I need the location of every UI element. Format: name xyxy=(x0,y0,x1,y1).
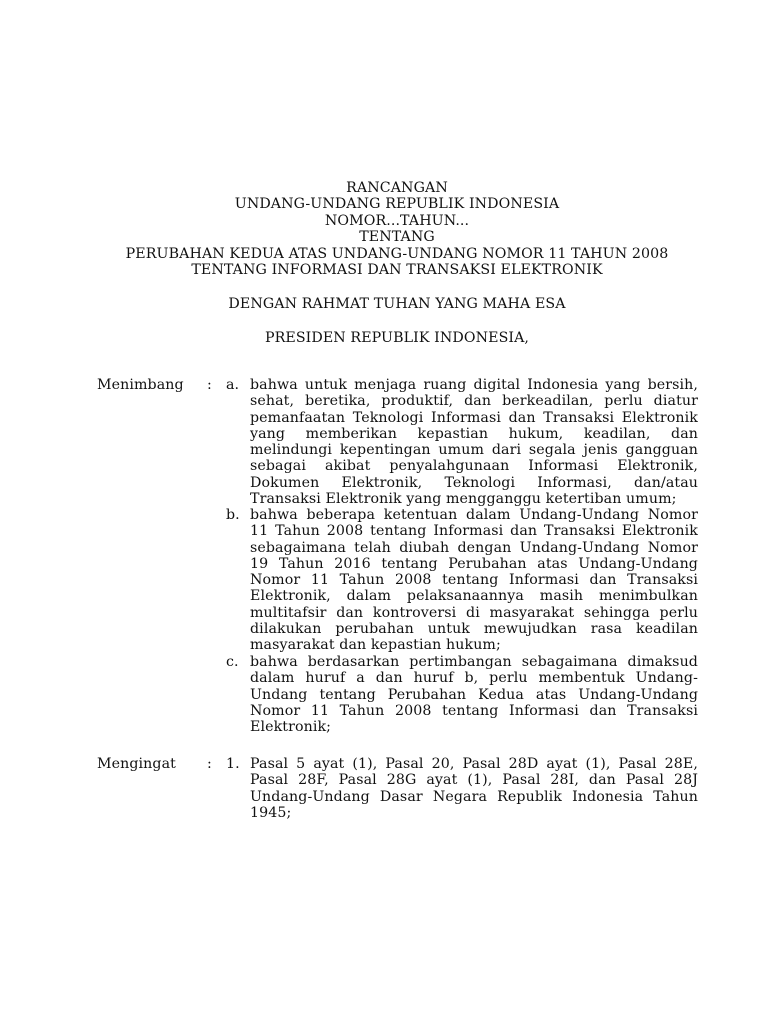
text-line: bahwa berdasarkan pertimbangan sebagaimana dimaksud xyxy=(250,654,698,670)
text-line: yang memberikan kepastian hukum, keadilan, dan xyxy=(250,425,698,442)
item-marker: c. xyxy=(226,654,239,670)
item-marker: 1. xyxy=(226,756,240,772)
text-line: melindungi kepentingan umum dari segala jenis gangguan xyxy=(250,442,698,459)
text-line: masyarakat dan kepastian hukum; xyxy=(250,637,501,654)
text-line: Elektronik; xyxy=(250,719,332,736)
text-line: 19 Tahun 2016 tentang Perubahan atas Undang-Undang xyxy=(250,555,698,572)
text-line: bahwa untuk menjaga ruang digital Indonesia yang bersih, xyxy=(250,377,698,393)
text-line: Dokumen Elektronik, Teknologi Informasi, dan/atau xyxy=(250,474,698,491)
header-subject-cont: TENTANG INFORMASI DAN TRANSAKSI ELEKTRONIK xyxy=(191,262,603,279)
header-number: NOMOR...TAHUN... xyxy=(324,212,470,229)
text-line: 11 Tahun 2008 tentang Informasi dan Transaksi Elektronik xyxy=(250,523,698,540)
text-line: dilakukan perubahan untuk mewujudkan rasa keadilan xyxy=(250,621,698,638)
text-line: Transaksi Elektronik yang mengganggu ketertiban umum; xyxy=(250,491,677,508)
item-body xyxy=(250,654,698,735)
item-marker: b. xyxy=(226,507,240,523)
menimbang-colon: : xyxy=(207,377,212,393)
header-law-type: UNDANG-UNDANG REPUBLIK INDONESIA xyxy=(234,196,560,213)
item-body xyxy=(250,756,698,821)
item-marker: a. xyxy=(226,377,240,393)
text-line: bahwa beberapa ketentuan dalam Undang-Undang Nomor xyxy=(250,507,698,523)
mengingat-label: Mengingat xyxy=(97,756,176,772)
header-rancangan: RANCANGAN xyxy=(346,180,448,196)
text-line: multitafsir dan kontroversi di masyarakat sehingga perlu xyxy=(250,604,698,621)
text-line: Pasal 28F, Pasal 28G ayat (1), Pasal 28I, dan Pasal 28J xyxy=(250,772,698,789)
item-body xyxy=(250,507,698,654)
text-line: sehat, beretika, produktif, dan berkeadilan, perlu diatur xyxy=(250,393,698,410)
menimbang-label: Menimbang xyxy=(97,377,184,393)
text-line: sebagai akibat penyalahgunaan Informasi Elektronik, xyxy=(250,458,698,475)
header-tentang: TENTANG xyxy=(359,229,435,246)
document-header xyxy=(0,180,768,278)
text-line: Nomor 11 Tahun 2008 tentang Informasi dan Transaksi xyxy=(250,572,698,589)
text-line: 1945; xyxy=(250,804,292,821)
text-line: Undang-Undang Dasar Negara Republik Indonesia Tahun xyxy=(250,788,698,805)
president-line: PRESIDEN REPUBLIK INDONESIA, xyxy=(264,330,530,346)
blessing-line: DENGAN RAHMAT TUHAN YANG MAHA ESA xyxy=(228,296,566,312)
item-body xyxy=(250,377,698,507)
header-subject: PERUBAHAN KEDUA ATAS UNDANG-UNDANG NOMOR 11 TAHUN 2008 xyxy=(125,245,669,262)
mengingat-colon: : xyxy=(207,756,212,772)
text-line: Elektronik, dalam pelaksanaannya masih menimbulkan xyxy=(250,588,698,605)
text-line: pemanfaatan Teknologi Informasi dan Transaksi Elektronik xyxy=(250,409,698,426)
text-line: sebagaimana telah diubah dengan Undang-Undang Nomor xyxy=(250,539,698,556)
text-line: Undang tentang Perubahan Kedua atas Undang-Undang xyxy=(250,686,698,703)
text-line: Nomor 11 Tahun 2008 tentang Informasi dan Transaksi xyxy=(250,702,698,719)
text-line: dalam huruf a dan huruf b, perlu membentuk Undang- xyxy=(250,670,698,687)
text-line: Pasal 5 ayat (1), Pasal 20, Pasal 28D ayat (1), Pasal 28E, xyxy=(250,756,698,772)
